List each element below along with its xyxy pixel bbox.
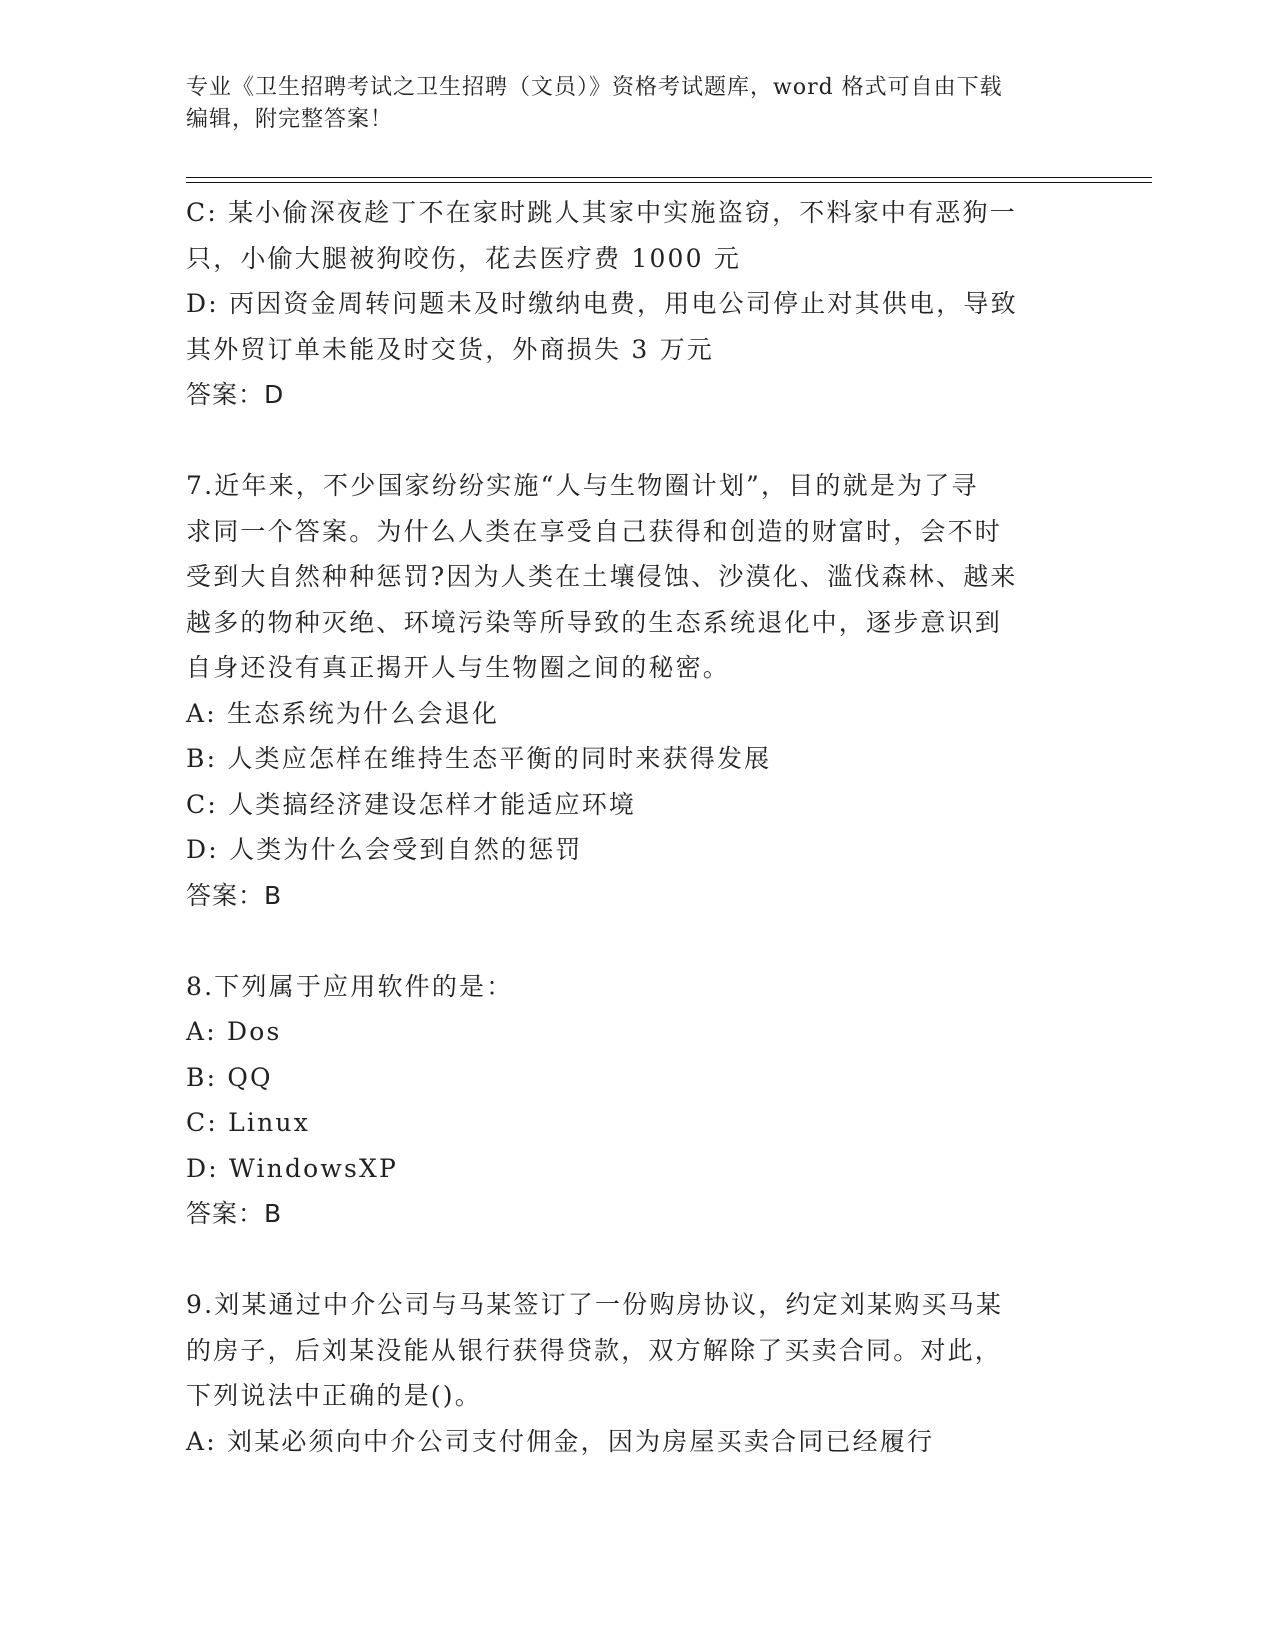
q8-option-b: B: QQ xyxy=(186,1062,273,1092)
q8-stem: 8.下列属于应用软件的是： xyxy=(186,971,514,1001)
question-8 xyxy=(186,964,1086,1237)
q6-option-d-line-2: 其外贸订单未能及时交货，外商损失 3 万元 xyxy=(186,334,715,364)
q9-stem-line-2: 的房子，后刘某没能从银行获得贷款，双方解除了买卖合同。对此， xyxy=(186,1335,1003,1365)
q8-option-d: D: WindowsXP xyxy=(186,1153,399,1183)
q9-stem-line-3: 下列说法中正确的是()。 xyxy=(186,1381,482,1410)
q7-stem-line-3: 受到大自然种种惩罚?因为人类在土壤侵蚀、沙漠化、滥伐森林、越来 xyxy=(186,562,1018,591)
q6-option-d-line-1: D: 丙因资金周转问题未及时缴纳电费，用电公司停止对其供电，导致 xyxy=(186,289,1018,318)
q6-option-c-line-1: C: 某小偷深夜趁丁不在家时跳人其家中实施盗窃，不料家中有恶狗一 xyxy=(186,198,1017,227)
document-header xyxy=(186,72,1066,136)
spacer xyxy=(186,918,1086,964)
header-divider-bottom xyxy=(186,182,1152,183)
q8-option-c: C: Linux xyxy=(186,1108,310,1137)
q6-answer: 答案：D xyxy=(186,380,285,409)
q7-stem-line-4: 越多的物种灭绝、环境污染等所导致的生态系统退化中，逐步意识到 xyxy=(186,607,1003,637)
q9-stem-line-1: 9.刘某通过中介公司与马某签订了一份购房协议，约定刘某购买马某 xyxy=(186,1290,1004,1319)
q7-stem-line-2: 求同一个答案。为什么人类在享受自己获得和创造的财富时，会不时 xyxy=(186,516,1003,546)
question-list xyxy=(186,190,1086,1464)
q9-option-a: A: 刘某必须向中介公司支付佣金，因为房屋买卖合同已经履行 xyxy=(186,1426,935,1456)
question-7 xyxy=(186,463,1086,918)
q7-option-a: A: 生态系统为什么会退化 xyxy=(186,698,500,728)
header-line-2: 编辑，附完整答案！ xyxy=(186,107,394,132)
q8-answer: 答案：B xyxy=(186,1199,283,1228)
spacer xyxy=(186,418,1086,464)
question-6 xyxy=(186,190,1086,418)
spacer xyxy=(186,1237,1086,1283)
q7-stem-line-1: 7.近年来，不少国家纷纷实施“人与生物圈计划”，目的就是为了寻 xyxy=(186,471,979,500)
header-line-1: 专业《卫生招聘考试之卫生招聘（文员）》资格考试题库，word 格式可自由下载 xyxy=(186,75,1003,100)
header-divider-top xyxy=(186,177,1152,178)
q7-option-b: B: 人类应怎样在维持生态平衡的同时来获得发展 xyxy=(186,744,772,773)
q7-option-d: D: 人类为什么会受到自然的惩罚 xyxy=(186,835,583,864)
q7-answer: 答案：B xyxy=(186,880,283,910)
q6-option-c-line-2: 只，小偷大腿被狗咬伤，花去医疗费 1000 元 xyxy=(186,243,742,273)
q8-option-a: A: Dos xyxy=(186,1017,282,1046)
q7-stem-line-5: 自身还没有真正揭开人与生物圈之间的秘密。 xyxy=(186,653,731,682)
q7-option-c: C: 人类搞经济建设怎样才能适应环境 xyxy=(186,789,637,819)
question-9 xyxy=(186,1282,1086,1464)
